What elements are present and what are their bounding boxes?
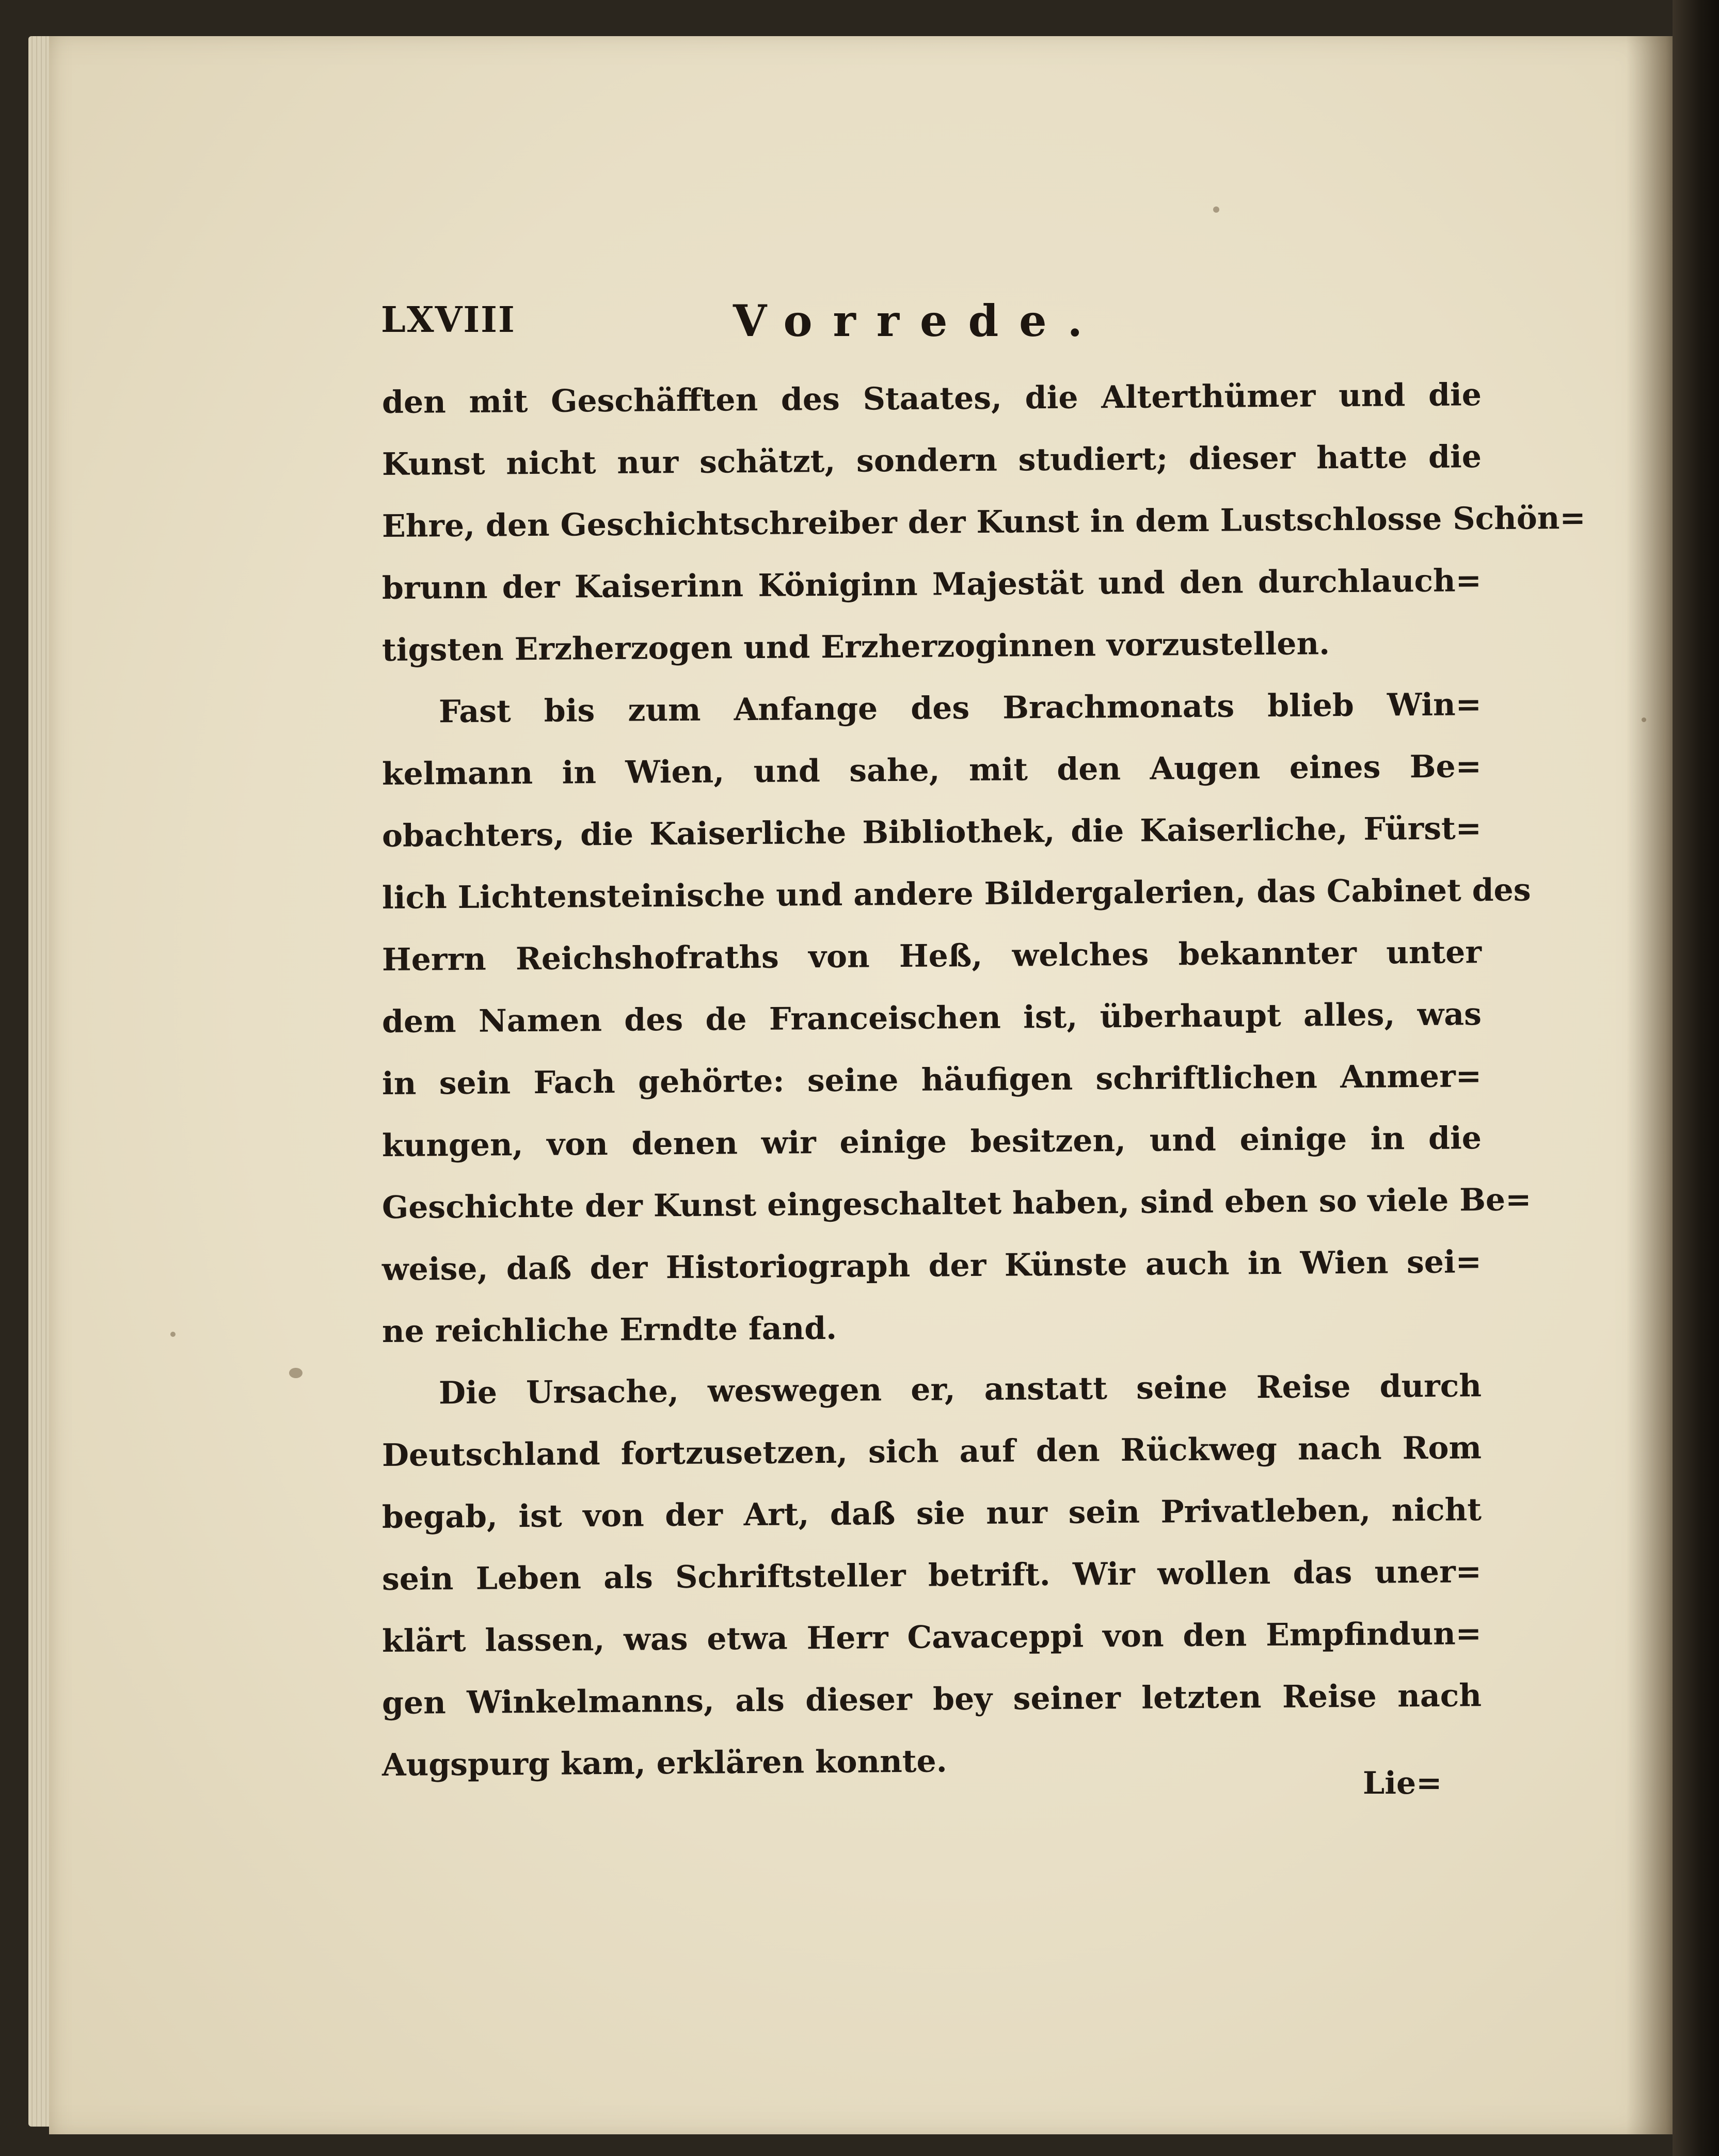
text-line: Herrn Reichshofraths von Heß, welches bekannter unter	[381, 934, 1482, 978]
page-number: LXVIII	[381, 299, 516, 341]
running-head: Vorrede.	[733, 295, 1103, 346]
paper-speck	[170, 1332, 176, 1337]
text-line: in sein Fach gehörte: seine häufigen schriftlichen Anmer=	[381, 1058, 1482, 1102]
text-line: tigsten Erzherzogen und Erzherzoginnen vorzustellen.	[381, 626, 1330, 668]
text-line: kelmann in Wien, und sahe, mit den Augen eines Be=	[381, 748, 1482, 792]
text-line: Ehre, den Geschichtschreiber der Kunst in dem Lustschlosse Schön=	[381, 500, 1586, 545]
text-line: Augspurg kam, erklären konnte.	[381, 1743, 947, 1783]
text-line: Fast bis zum Anfange des Brachmonats blieb Win=	[438, 686, 1482, 730]
text-line: begab, ist von der Art, daß sie nur sein Privatleben, nicht	[381, 1492, 1482, 1536]
text-line: obachters, die Kaiserliche Bibliothek, die Kaiserliche, Fürst=	[381, 810, 1482, 854]
text-line: sein Leben als Schriftsteller betrift. Wir wollen das uner=	[381, 1554, 1482, 1598]
text-line: Kunst nicht nur schätzt, sondern studiert; dieser hatte die	[381, 439, 1482, 483]
text-line: weise, daß der Historiograph der Künste auch in Wien sei=	[381, 1244, 1482, 1288]
text-line: lich Lichtensteinische und andere Bildergalerien, das Cabinet des	[381, 872, 1531, 916]
book-binding	[1673, 0, 1719, 2156]
text-line: dem Namen des de Franceischen ist, überhaupt alles, was	[381, 996, 1482, 1040]
paper-speck	[289, 1368, 303, 1378]
text-line: klärt lassen, was etwa Herr Cavaceppi von den Empfindun=	[381, 1616, 1482, 1659]
text-line: Deutschland fortzusetzen, sich auf den Rückweg nach Rom	[381, 1430, 1482, 1474]
text-line: Die Ursache, weswegen er, anstatt seine Reise durch	[438, 1368, 1482, 1412]
text-line: gen Winkelmanns, als dieser bey seiner letzten Reise nach	[381, 1678, 1482, 1721]
body-text	[381, 372, 1586, 1796]
paper-speck	[1213, 206, 1219, 213]
catchword: Lie=	[1363, 1765, 1442, 1801]
text-line: den mit Geschäfften des Staates, die Alterthümer und die	[381, 377, 1482, 421]
text-line: Geschichte der Kunst eingeschaltet haben, sind eben so viele Be=	[381, 1181, 1532, 1226]
paper-speck	[1642, 717, 1646, 722]
text-line: ne reichliche Erndte fand.	[381, 1310, 837, 1350]
text-line: brunn der Kaiserinn Königinn Majestät und den durchlauch=	[381, 563, 1482, 606]
text-line: kungen, von denen wir einige besitzen, und einige in die	[381, 1120, 1482, 1164]
